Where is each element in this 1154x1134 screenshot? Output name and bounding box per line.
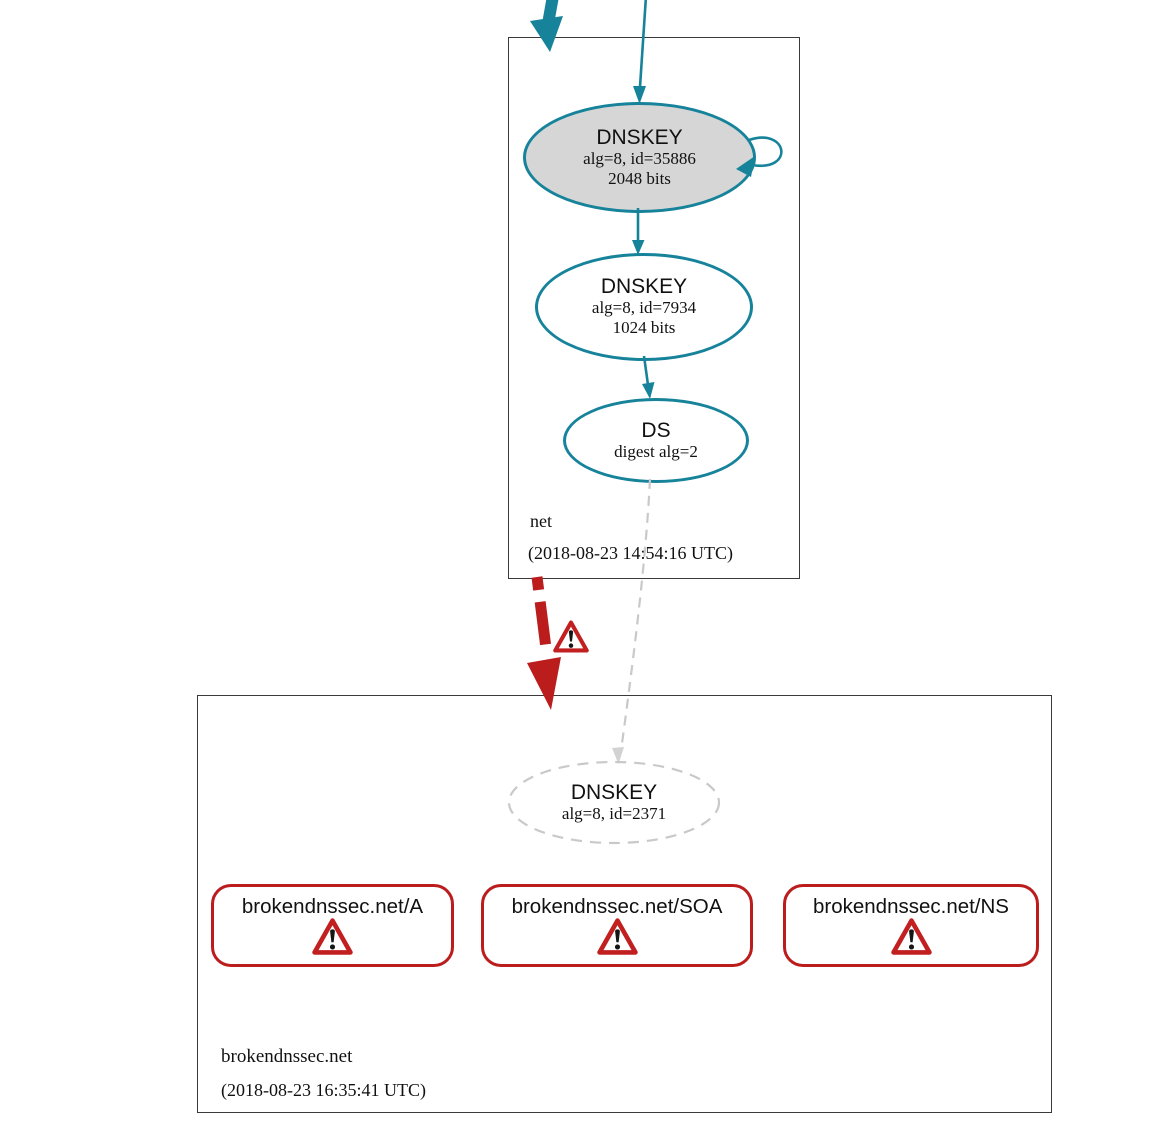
rrset-soa-label: brokendnssec.net/SOA [511, 894, 723, 918]
ds-digest-alg: digest alg=2 [614, 441, 698, 461]
dnskey-7934-title: DNSKEY [600, 275, 688, 299]
rrset-soa-node [481, 884, 753, 967]
rrset-a-label: brokendnssec.net/A [241, 894, 424, 918]
brokendnssec-zone-timestamp: (2018-08-23 16:35:41 UTC) [221, 1080, 426, 1100]
dnskey-35886-alg-id: alg=8, id=35886 [583, 148, 696, 168]
warning-icon [553, 620, 589, 653]
rrset-ns-node [783, 884, 1039, 967]
warning-icon [312, 918, 353, 955]
dnskey-7934-node [535, 253, 753, 361]
dnskey-35886-title: DNSKEY [596, 125, 683, 149]
rrset-ns-label: brokendnssec.net/NS [812, 894, 1009, 918]
dnskey-35886-bits: 2048 bits [608, 168, 671, 188]
warning-icon [891, 918, 932, 955]
net-zone-label: net [530, 511, 552, 531]
dnskey-7934-alg-id: alg=8, id=7934 [591, 298, 697, 318]
ds-title: DS [641, 418, 671, 442]
dnskey-2371-alg-id: alg=8, id=2371 [561, 803, 667, 823]
dnskey-7934-bits: 1024 bits [612, 318, 676, 338]
warning-icon [597, 918, 638, 955]
rrset-a-node [211, 884, 454, 967]
brokendnssec-zone-label: brokendnssec.net [221, 1046, 353, 1067]
dnskey-2371-title: DNSKEY [570, 780, 658, 804]
dnskey-35886-node [523, 102, 756, 213]
ds-node [563, 398, 749, 483]
dnskey-2371-node [508, 762, 720, 843]
net-zone-timestamp: (2018-08-23 14:54:16 UTC) [528, 543, 733, 563]
